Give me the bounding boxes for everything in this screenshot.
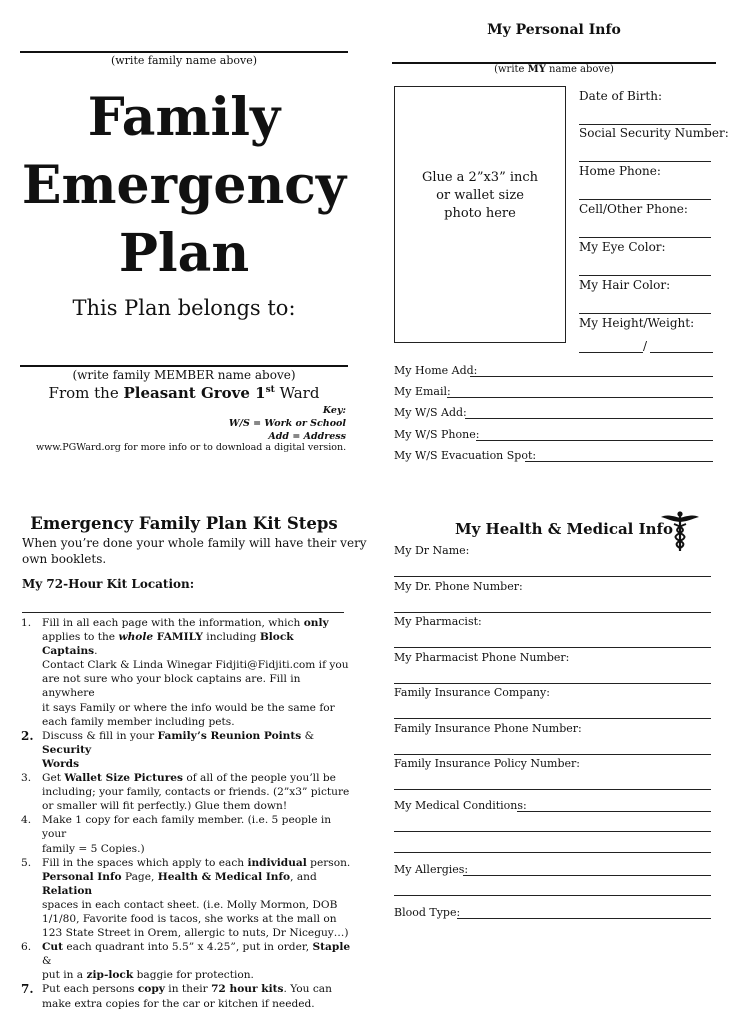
- kit-step-number: 1.: [21, 617, 32, 629]
- kit-step: [21, 616, 351, 729]
- kit-step-text: Make 1 copy for each family member. (i.e. 5 people in your family = 5 Copies.): [42, 814, 332, 855]
- kit-step-text: Cut each quadrant into 5.5” x 4.25”, put in order, Staple & put in a zip-lock baggie for protection.: [42, 941, 351, 982]
- address-field-line[interactable]: [447, 397, 713, 398]
- height-weight-separator: /: [643, 339, 648, 353]
- medical-conditions-line[interactable]: [394, 852, 711, 853]
- kit-step: [21, 813, 351, 855]
- address-field-label: My W/S Add:: [394, 406, 467, 419]
- personal-field-line[interactable]: [579, 275, 711, 276]
- medical-field-label: Family Insurance Company:: [394, 686, 550, 699]
- weight-line[interactable]: [650, 352, 713, 353]
- medical-field-label: Family Insurance Phone Number:: [394, 722, 582, 735]
- personal-field-label: Date of Birth:: [579, 89, 662, 103]
- address-field-label: My W/S Evacuation Spot:: [394, 449, 537, 462]
- website-note: www.PGWard.org for more info or to download a digital version.: [36, 442, 347, 453]
- allergies-line[interactable]: [463, 875, 711, 876]
- kit-steps-heading: Emergency Family Plan Kit Steps: [30, 514, 338, 533]
- address-field-line[interactable]: [470, 376, 713, 377]
- medical-field-line[interactable]: [394, 683, 711, 684]
- blood-type-label: Blood Type:: [394, 906, 461, 919]
- kit-step-text: Put each persons copy in their 72 hour kits. You can make extra copies for the car or kitchen if needed.: [42, 983, 332, 1010]
- personal-field-line[interactable]: [579, 313, 711, 314]
- allergies-label: My Allergies:: [394, 863, 469, 876]
- medical-field-line[interactable]: [394, 576, 711, 577]
- personal-field-label: My Height/Weight:: [579, 316, 695, 330]
- medical-conditions-label: My Medical Conditions:: [394, 799, 527, 812]
- kit-step-number: 7.: [21, 982, 34, 997]
- medical-conditions-line[interactable]: [394, 831, 711, 832]
- medical-field-label: My Pharmacist Phone Number:: [394, 651, 570, 664]
- member-name-hint: (write family MEMBER name above): [72, 368, 296, 382]
- photo-instructions: Glue a 2”x3” inch or wallet size photo here: [421, 170, 539, 221]
- kit-location-line[interactable]: [22, 612, 344, 613]
- ward-line: From the Pleasant Grove 1st Ward: [48, 384, 320, 402]
- address-field-line[interactable]: [465, 418, 713, 419]
- address-field-line[interactable]: [476, 440, 713, 441]
- kit-step-number: 5.: [21, 856, 32, 869]
- member-name-line[interactable]: [20, 365, 348, 367]
- personal-field-label: Home Phone:: [579, 164, 661, 178]
- title-line-1: Family: [87, 87, 281, 148]
- medical-conditions-line[interactable]: [517, 811, 711, 812]
- kit-step-number: 2.: [21, 728, 34, 743]
- kit-step-text: Fill in the spaces which apply to each individual person. Personal Info Page, Health & Medical Info, and Relation spaces in each contact sheet. (i.e. Molly Mormon, DOB 1/1/80, Favorite food is tacos, she works at the mall on 123 State Street in Orem, allergic to nuts, Dr Niceguy…): [42, 856, 351, 940]
- medical-field-line[interactable]: [394, 789, 711, 790]
- personal-field-label: My Eye Color:: [579, 240, 666, 254]
- kit-step-number: 3.: [21, 772, 32, 785]
- medical-field-label: My Dr Name:: [394, 544, 470, 557]
- personal-info-heading: My Personal Info: [487, 22, 621, 38]
- family-name-hint: (write family name above): [110, 54, 258, 67]
- medical-field-label: My Pharmacist:: [394, 615, 482, 628]
- kit-location-label: My 72-Hour Kit Location:: [22, 577, 195, 591]
- address-field-label: My W/S Phone:: [394, 428, 480, 441]
- page-title: [10, 84, 358, 288]
- kit-intro: When you’re done your whole family will have their very own booklets.: [22, 536, 367, 566]
- kit-step: [21, 771, 351, 813]
- kit-step: [21, 940, 351, 982]
- medical-field-label: Family Insurance Policy Number:: [394, 757, 580, 770]
- belongs-to-label: This Plan belongs to:: [72, 296, 296, 320]
- personal-field-label: Social Security Number:: [579, 126, 729, 140]
- medical-field-line[interactable]: [394, 647, 711, 648]
- key-legend: Key: W/S = Work or School Add = Address: [228, 405, 346, 442]
- personal-field-label: Cell/Other Phone:: [579, 202, 688, 216]
- personal-field-line[interactable]: [579, 124, 711, 125]
- address-field-label: My Email:: [394, 385, 451, 398]
- kit-step: [21, 982, 351, 1010]
- personal-field-line[interactable]: [579, 161, 711, 162]
- family-name-line[interactable]: [20, 51, 348, 53]
- caduceus-icon: [660, 510, 700, 552]
- kit-step-text: Get Wallet Size Pictures of all of the people you’ll be including; your family, contacts or friends. (2”x3” picture or smaller will fit perfectly.) Glue them down!: [42, 772, 350, 813]
- medical-field-label: My Dr. Phone Number:: [394, 580, 523, 593]
- personal-field-line[interactable]: [579, 237, 711, 238]
- my-name-hint: (write MY name above): [494, 64, 614, 75]
- kit-step-text: Discuss & fill in your Family’s Reunion Points & Security Words: [42, 729, 315, 770]
- personal-field-label: My Hair Color:: [579, 278, 671, 292]
- medical-heading: My Health & Medical Info: [455, 520, 673, 538]
- address-field-line[interactable]: [525, 461, 713, 462]
- medical-field-line[interactable]: [394, 754, 711, 755]
- kit-step-number: 4.: [21, 814, 32, 827]
- kit-step-number: 6.: [21, 941, 32, 954]
- photo-box[interactable]: [394, 86, 566, 343]
- blood-type-line[interactable]: [457, 918, 711, 919]
- title-line-3: Plan: [118, 223, 250, 284]
- kit-step: [21, 856, 351, 941]
- medical-field-line[interactable]: [394, 612, 711, 613]
- height-line[interactable]: [579, 352, 643, 353]
- title-line-2: Emergency: [21, 155, 347, 216]
- kit-steps-list: [21, 616, 351, 1011]
- address-field-label: My Home Add:: [394, 364, 478, 377]
- kit-step-text: Fill in all each page with the information, which only applies to the whole FAMILY including Block Captains. Contact Clark & Linda Winegar Fidjiti@Fidjiti.com if you are not sure who your block captains are. Fill in anywhere it says Family or where the info would be the same for each family member including pets.: [42, 617, 349, 728]
- personal-field-line[interactable]: [579, 199, 711, 200]
- allergies-line[interactable]: [394, 895, 711, 896]
- medical-field-line[interactable]: [394, 718, 711, 719]
- kit-step: [21, 729, 351, 771]
